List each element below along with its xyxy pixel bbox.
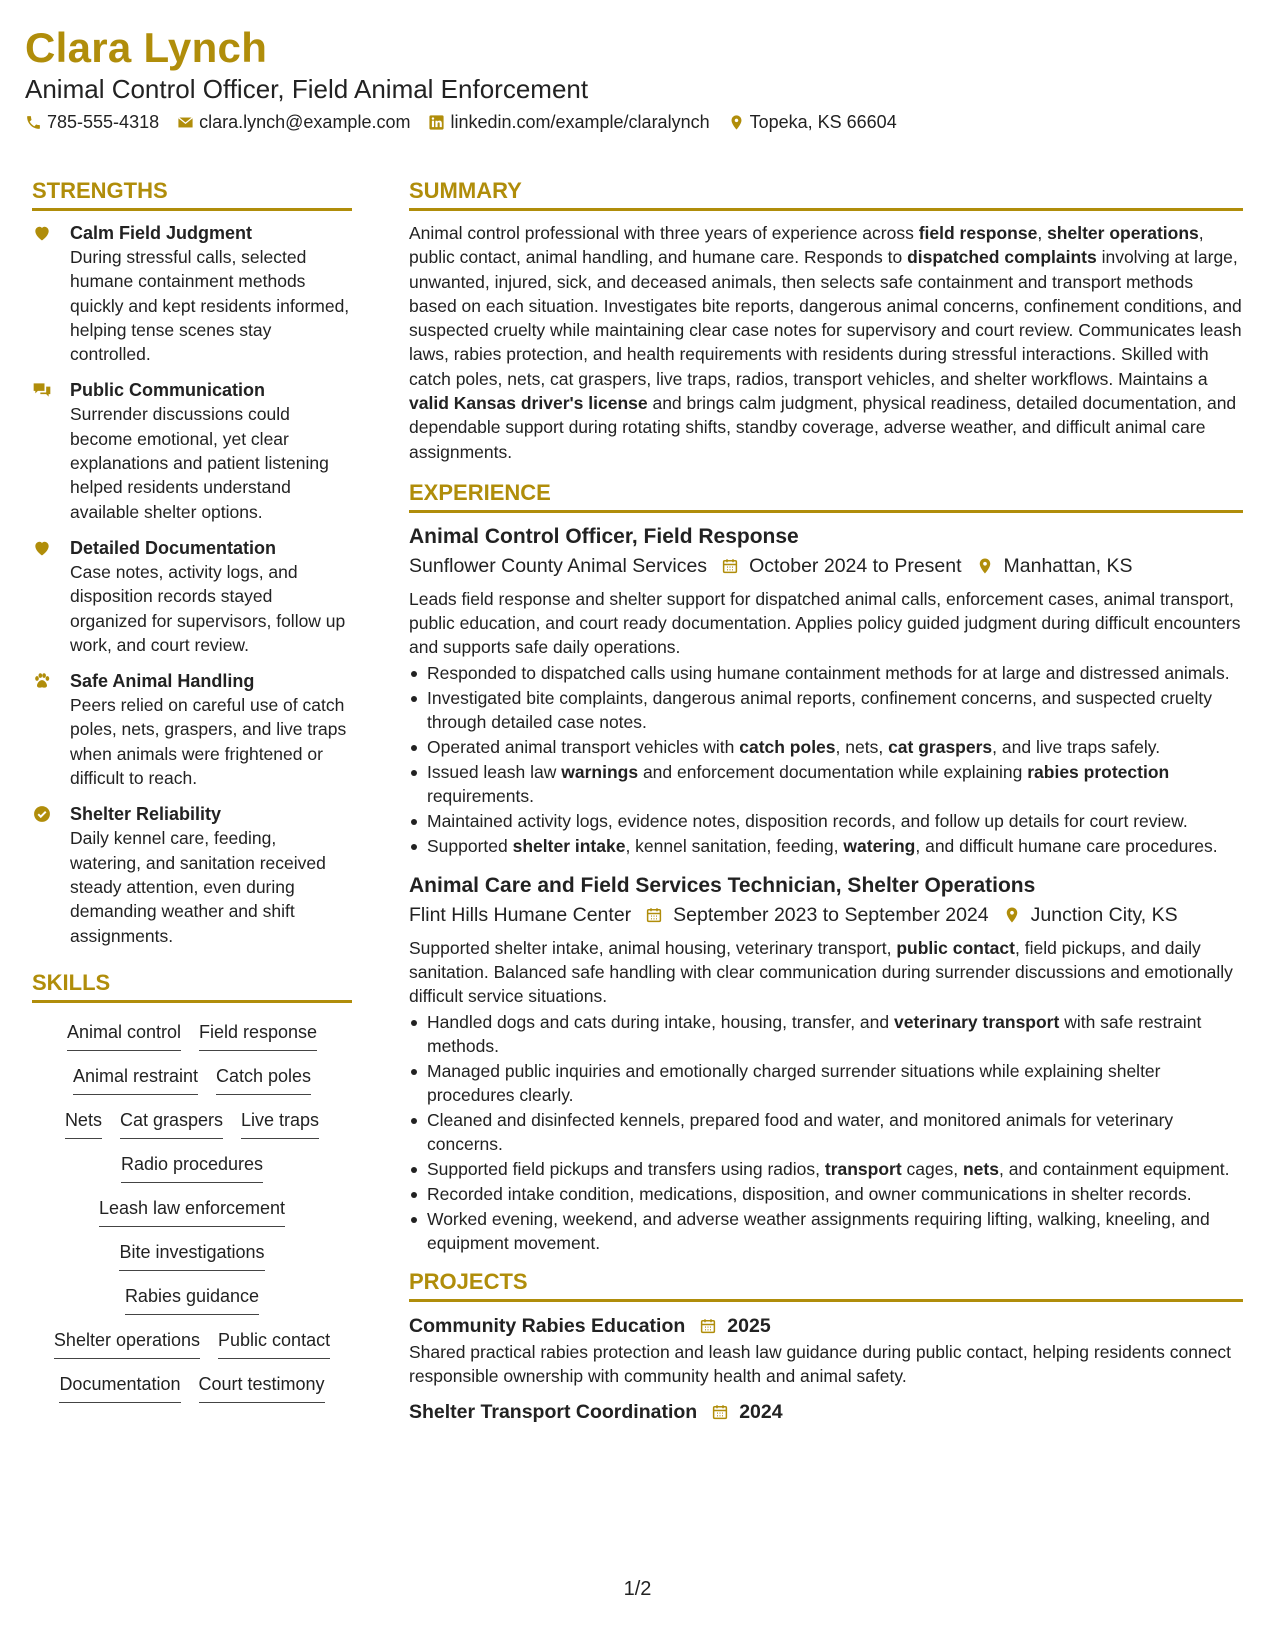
strength-item	[32, 802, 352, 947]
job-description: Leads field response and shelter support for dispatched animal calls, enforcement cases, animal transport, public education, and court ready documentation. Applies policy guided judgment during difficult encounters and supports safe daily operations.	[409, 588, 1241, 657]
candidate-role: Animal Control Officer, Field Animal Enforcement	[25, 74, 589, 104]
job-description	[409, 936, 1243, 1008]
strength-title: Detailed Documentation	[70, 537, 277, 558]
job-bullet	[409, 686, 1243, 734]
summary-text	[409, 221, 1243, 464]
job-bullet	[409, 834, 1243, 858]
bullet-text: requirements.	[427, 785, 534, 806]
bullet-bold: warnings	[561, 761, 639, 782]
chat-icon	[32, 380, 52, 400]
bullet-text: with safe restraint methods.	[427, 1011, 1202, 1056]
job-meta	[409, 551, 1243, 581]
contact-email-text[interactable]: clara.lynch@example.com	[199, 112, 411, 132]
project-title-row	[409, 1398, 1243, 1426]
skill-tag: Radio procedures	[121, 1151, 263, 1183]
contact-linkedin-text[interactable]: linkedin.com/example/claralynch	[450, 112, 710, 132]
summary-text: Animal control professional with three years of experience across	[409, 223, 919, 243]
project-entry	[409, 1312, 1243, 1388]
job-location: Junction City, KS	[1030, 903, 1178, 926]
job-bullet	[409, 1010, 1243, 1058]
job-bullet	[409, 1207, 1243, 1255]
bullet-text: Cleaned and disinfected kennels, prepared food and water, and monitored animals for veterinary concerns.	[427, 1109, 1174, 1154]
strength-desc: Surrender discussions could become emotional, yet clear explanations and patient listening helped residents understand available shelter options.	[70, 404, 329, 522]
project-year: 2025	[727, 1314, 771, 1337]
skill-row	[32, 1195, 352, 1227]
bullet-text: Handled dogs and cats during intake, housing, transfer, and	[427, 1011, 894, 1032]
bullet-bold: transport	[824, 1158, 902, 1179]
skill-tag: Bite investigations	[119, 1239, 264, 1271]
skill-row	[32, 1019, 352, 1051]
strength-item	[32, 669, 352, 790]
skill-tag: Court testimony	[199, 1371, 325, 1403]
skill-tag: Live traps	[241, 1107, 319, 1139]
skill-tag: Rabies guidance	[125, 1283, 259, 1315]
skills-heading: SKILLS	[32, 970, 352, 1003]
bullet-text: Supported field pickups and transfers using radios,	[427, 1158, 825, 1179]
skill-row	[32, 1283, 352, 1315]
job-dates: October 2024 to Present	[749, 554, 962, 577]
contact-phone	[25, 112, 159, 133]
summary-bold: dispatched complaints	[907, 247, 1097, 268]
strength-title: Calm Field Judgment	[70, 223, 253, 243]
job-bullet	[409, 809, 1243, 833]
bullet-bold: nets	[962, 1158, 999, 1179]
summary-text: involving at large, unwanted, injured, sick, and deceased animals, then selects safe containment and transport methods based on each situation. Investigates bite reports, dangerous animal concerns, confinement conditions, and suspected cruelty while maintaining clear case notes for supervisory and court review. Communicates leash laws, rabies protection, and health requirements with residents during stressful interactions. Skilled with catch poles, nets, cat graspers, live traps, radios, transport vehicles, and shelter workflows. Maintains a	[409, 247, 1242, 389]
job-location: Manhattan, KS	[1003, 554, 1133, 577]
contact-location-text: Topeka, KS 66604	[749, 112, 897, 132]
project-title-row	[409, 1312, 1243, 1340]
strength-desc: Peers relied on careful use of catch poles, nets, graspers, and live traps when animals were frightened or difficult to reach.	[70, 695, 347, 789]
check-circle-icon	[32, 804, 52, 824]
skill-row	[32, 1327, 352, 1359]
linkedin-icon	[428, 114, 445, 131]
bullet-bold: watering	[843, 835, 916, 856]
skill-tag: Nets	[65, 1107, 102, 1139]
strength-title: Safe Animal Handling	[70, 671, 255, 692]
candidate-name: Clara Lynch	[25, 24, 268, 71]
job-org: Sunflower County Animal Services	[409, 554, 708, 577]
strengths-heading: STRENGTHS	[32, 178, 352, 211]
job-desc-bold: public contact	[896, 937, 1015, 958]
job-dates: September 2023 to September 2024	[673, 903, 989, 926]
bullet-text: , kennel sanitation, feeding,	[625, 835, 844, 856]
project-year: 2024	[739, 1400, 783, 1423]
strength-item	[32, 378, 352, 523]
phone-icon	[25, 114, 42, 131]
summary-bold: field response	[918, 223, 1038, 243]
heart-icon	[32, 223, 52, 243]
strength-item	[32, 221, 352, 366]
skill-tag: Cat graspers	[120, 1107, 223, 1139]
calendar-icon	[711, 1403, 729, 1421]
bullet-text: cages,	[901, 1158, 963, 1179]
contact-phone-text: 785-555-4318	[47, 112, 160, 132]
summary-bold: shelter operations	[1047, 223, 1199, 243]
bullet-bold: shelter intake	[512, 835, 626, 856]
skill-row	[32, 1151, 352, 1183]
job-desc-text: , field pickups, and daily sanitation. Balanced safe handling with clear communication during surrender discussions and emotionally difficult service situations.	[409, 937, 1233, 1006]
skill-tag: Catch poles	[216, 1063, 311, 1095]
job-bullets	[409, 1010, 1243, 1255]
skill-tag: Documentation	[59, 1371, 180, 1403]
project-title: Shelter Transport Coordination	[409, 1400, 698, 1423]
skill-tag: Shelter operations	[54, 1327, 200, 1359]
bullet-text: Responded to dispatched calls using humane containment methods for at large and distressed animals.	[427, 662, 1230, 683]
calendar-icon	[721, 557, 739, 575]
bullet-text: , and containment equipment.	[998, 1158, 1230, 1179]
job-bullet	[409, 1157, 1243, 1181]
job-bullet	[409, 1059, 1243, 1107]
bullet-bold: veterinary transport	[893, 1011, 1060, 1032]
project-description: Shared practical rabies protection and leash law guidance during public contact, helping residents connect responsible ownership with community health and animal safety.	[409, 1341, 1232, 1386]
job-bullet	[409, 1182, 1243, 1206]
skill-tag: Animal restraint	[73, 1063, 198, 1095]
bullet-bold: rabies protection	[1027, 761, 1170, 782]
summary-text: ,	[1037, 223, 1048, 243]
job-title: Animal Care and Field Services Technician, Shelter Operations	[409, 873, 1036, 897]
calendar-icon	[645, 906, 663, 924]
strength-desc: Case notes, activity logs, and disposition records stayed organized for supervisors, follow up work, and court review.	[70, 561, 346, 655]
job-org: Flint Hills Humane Center	[409, 903, 632, 926]
bullet-bold: cat graspers	[888, 736, 993, 757]
contact-linkedin[interactable]	[428, 112, 709, 133]
bullet-text: , and live traps safely.	[992, 736, 1161, 757]
skill-tag: Field response	[199, 1019, 317, 1051]
job-bullet	[409, 735, 1243, 759]
right-column	[409, 178, 1243, 1426]
skill-row	[32, 1063, 352, 1095]
projects-heading: PROJECTS	[409, 1269, 1243, 1302]
summary-text: and brings calm judgment, physical readiness, detailed documentation, and dependable support during rotating shifts, standby coverage, adverse weather, and difficult animal care assignments.	[409, 393, 1237, 462]
bullet-text: Operated animal transport vehicles with	[427, 736, 740, 757]
location-icon	[728, 114, 745, 131]
job-entry	[409, 523, 1243, 858]
contact-bar	[25, 112, 915, 133]
summary-heading: SUMMARY	[409, 178, 1243, 211]
calendar-icon	[699, 1317, 717, 1335]
experience-heading: EXPERIENCE	[409, 480, 1243, 513]
contact-location	[728, 112, 897, 133]
heart-icon	[32, 538, 52, 558]
bullet-bold: catch poles	[739, 736, 836, 757]
page-indicator: 1/2	[623, 1578, 652, 1600]
skill-row	[32, 1107, 352, 1139]
skill-row	[32, 1239, 352, 1271]
skills-list	[32, 1013, 352, 1403]
job-bullets	[409, 661, 1243, 858]
job-bullet	[409, 760, 1243, 808]
project-title: Community Rabies Education	[409, 1314, 686, 1337]
job-meta	[409, 900, 1243, 930]
bullet-text: Worked evening, weekend, and adverse weather assignments requiring lifting, walking, kneeling, and equipment movement.	[427, 1208, 1210, 1253]
paw-icon	[32, 671, 52, 691]
summary-bold: valid Kansas driver's license	[409, 393, 648, 414]
summary-text: , public contact, animal handling, and humane care. Responds to	[409, 223, 1204, 268]
bullet-text: Supported	[427, 835, 513, 856]
bullet-text: Issued leash law	[427, 761, 562, 782]
strength-desc: During stressful calls, selected humane containment methods quickly and kept residents informed, helping tense scenes stay controlled.	[70, 247, 350, 365]
skill-row	[32, 1371, 352, 1403]
bullet-text: Investigated bite complaints, dangerous animal reports, confinement concerns, and suspected cruelty through detailed case notes.	[427, 687, 1213, 732]
bullet-text: and enforcement documentation while explaining	[638, 761, 1028, 782]
skill-tag: Leash law enforcement	[99, 1195, 285, 1227]
job-desc-text: Supported shelter intake, animal housing, veterinary transport,	[409, 937, 897, 958]
strength-title: Shelter Reliability	[70, 804, 222, 825]
strength-item	[32, 536, 352, 657]
strength-desc: Daily kennel care, feeding, watering, and sanitation received steady attention, even during demanding weather and shift assignments.	[70, 828, 326, 946]
job-bullet	[409, 661, 1243, 685]
left-column	[32, 178, 352, 1415]
bullet-text: Maintained activity logs, evidence notes, disposition records, and follow up details for court review.	[427, 810, 1188, 831]
bullet-text: Recorded intake condition, medications, disposition, and owner communications in shelter records.	[427, 1183, 1192, 1204]
job-entry	[409, 872, 1243, 1255]
project-entry	[409, 1398, 1243, 1426]
skill-tag: Animal control	[67, 1019, 181, 1051]
strength-title: Public Communication	[70, 380, 266, 401]
contact-email[interactable]	[177, 112, 410, 133]
bullet-text: , nets,	[835, 736, 889, 757]
skill-tag: Public contact	[218, 1327, 330, 1359]
bullet-text: Managed public inquiries and emotionally charged surrender situations while explaining shelter procedures clearly.	[427, 1060, 1161, 1105]
location-icon	[976, 557, 994, 575]
email-icon	[177, 114, 194, 131]
location-icon	[1003, 906, 1021, 924]
job-title: Animal Control Officer, Field Response	[409, 524, 799, 548]
job-bullet	[409, 1108, 1243, 1156]
bullet-text: , and difficult humane care procedures.	[915, 835, 1218, 856]
